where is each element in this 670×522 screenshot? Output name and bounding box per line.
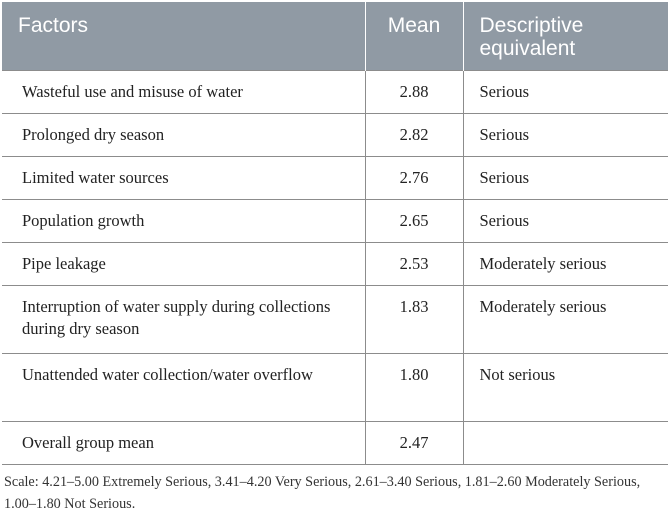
factor-cell: Unattended water collection/water overflow	[2, 354, 365, 422]
descriptive-cell: Serious	[463, 157, 668, 200]
table-row	[2, 114, 668, 157]
factor-cell: Prolonged dry season	[2, 114, 365, 157]
header-row	[2, 2, 668, 71]
factor-cell: Population growth	[2, 200, 365, 243]
mean-cell: 2.47	[365, 422, 463, 465]
descriptive-cell: Moderately serious	[463, 286, 668, 354]
factors-table	[2, 2, 668, 465]
descriptive-cell: Not serious	[463, 354, 668, 422]
factor-cell: Wasteful use and misuse of water	[2, 71, 365, 114]
descriptive-cell	[463, 422, 668, 465]
descriptive-cell: Serious	[463, 114, 668, 157]
descriptive-cell: Serious	[463, 200, 668, 243]
mean-cell: 2.65	[365, 200, 463, 243]
header-mean: Mean	[365, 2, 463, 71]
descriptive-cell: Serious	[463, 71, 668, 114]
factor-cell: Interruption of water supply during collections during dry season	[2, 286, 365, 354]
factor-cell: Limited water sources	[2, 157, 365, 200]
mean-cell: 2.76	[365, 157, 463, 200]
descriptive-cell: Moderately serious	[463, 243, 668, 286]
table-footnote: Scale: 4.21–5.00 Extremely Serious, 3.41–4.20 Very Serious, 2.61–3.40 Serious, 1.81–2.60 Moderately Serious, 1.00–1.80 Not Serious.	[4, 474, 641, 512]
table-row	[2, 243, 668, 286]
factor-cell: Pipe leakage	[2, 243, 365, 286]
table-row	[2, 354, 668, 422]
factor-cell: Overall group mean	[2, 422, 365, 465]
mean-cell: 1.80	[365, 354, 463, 422]
table-row	[2, 71, 668, 114]
table-header	[2, 2, 668, 71]
header-descriptive-equivalent: Descriptive equivalent	[463, 2, 668, 71]
table-row	[2, 157, 668, 200]
table-row	[2, 200, 668, 243]
mean-cell: 1.83	[365, 286, 463, 354]
table-row-overall	[2, 422, 668, 465]
mean-cell: 2.53	[365, 243, 463, 286]
header-factors: Factors	[2, 2, 365, 71]
table-row	[2, 286, 668, 354]
mean-cell: 2.88	[365, 71, 463, 114]
table-body	[2, 71, 668, 465]
mean-cell: 2.82	[365, 114, 463, 157]
